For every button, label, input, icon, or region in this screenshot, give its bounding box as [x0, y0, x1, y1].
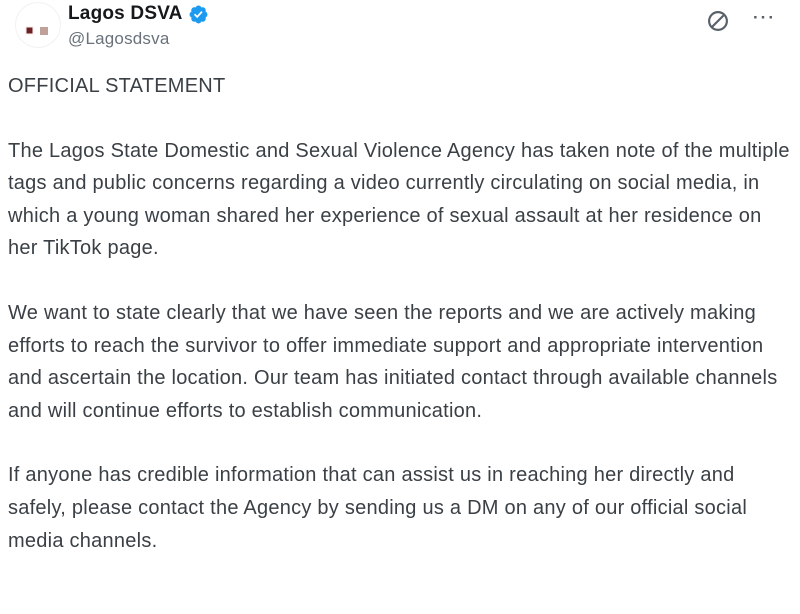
more-options-icon[interactable]	[751, 7, 778, 36]
account-name-block	[68, 3, 209, 49]
header-actions	[703, 6, 778, 36]
tweet-header	[0, 0, 800, 56]
profile-avatar[interactable]	[15, 2, 61, 48]
more-options-dots: ···	[753, 7, 776, 27]
tweet-paragraph: If anyone has credible information that can assist us in reaching her directly and safely, please contact the Agency by sending us a DM on any of our official social media channels.	[8, 464, 748, 552]
tweet-paragraph: We want to state clearly that we have seen the reports and we are actively making efforts to reach the survivor to offer immediate support and appropriate intervention and ascertain the location. Our team has initiated contact through available channels and will continue efforts to establish communication.	[8, 301, 778, 422]
grok-icon[interactable]	[703, 6, 733, 36]
tweet-text	[8, 70, 790, 557]
tweet-paragraph: OFFICIAL STATEMENT	[8, 75, 226, 97]
account-handle[interactable]: @Lagosdsva	[68, 29, 170, 48]
avatar-logo-mark	[25, 26, 34, 35]
account-display-name[interactable]: Lagos DSVA	[68, 3, 183, 24]
avatar-logo-mark	[40, 27, 48, 35]
verified-badge-icon[interactable]	[188, 4, 209, 25]
tweet-paragraph: The Lagos State Domestic and Sexual Violence Agency has taken note of the multiple tags and public concerns regarding a video currently circulating on social media, in which a young woman shared her experience of sexual assault at her residence on her TikTok page.	[8, 139, 790, 260]
